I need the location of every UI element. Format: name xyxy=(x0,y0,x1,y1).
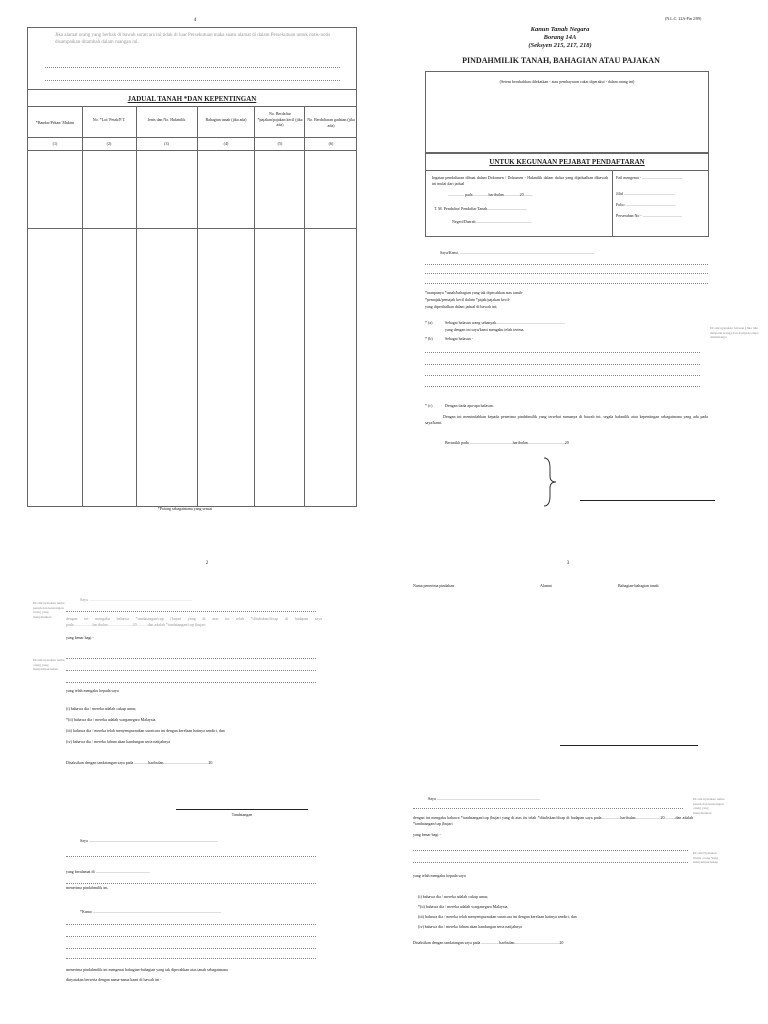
consideration-line[interactable] xyxy=(425,375,700,376)
witness-item-3: *(ii) bahawa dia / mereka adalah warganegara Malaysia, xyxy=(418,904,509,909)
header-divider xyxy=(27,137,357,138)
row-divider xyxy=(27,228,357,229)
office-jilid: Jilid ................................................... xyxy=(616,191,675,196)
option-a-label: * (a) xyxy=(425,320,433,325)
office-fail: Fail mengenai - ........................................ xyxy=(616,175,683,180)
column-line xyxy=(304,106,305,507)
executor-line-3[interactable] xyxy=(413,862,688,863)
option-b-text: Sebagai balasan - xyxy=(445,336,473,341)
witness-mengaku: yang telah mengaku kepada saya xyxy=(66,688,119,693)
transferee-line[interactable] xyxy=(66,856,316,857)
name-line[interactable] xyxy=(425,273,708,274)
witness-saya[interactable]: Saya ....................................................................................................... xyxy=(80,597,192,602)
col-number: (5) xyxy=(277,141,283,146)
side-note-witness: Di sini nyatakan nama penuh dan keterangan orang yang menyaksikan xyxy=(33,601,65,619)
col-header-hakmilik: Jenis dan No. Hakmilik xyxy=(147,117,186,122)
option-a-text2: yang dengan ini saya/kami mengaku telah terima. xyxy=(445,327,525,332)
executor-line-3[interactable] xyxy=(413,850,688,851)
col-number: (1) xyxy=(52,141,58,146)
office-negeri: Negeri/Daerah ....................................................... xyxy=(452,219,532,224)
stamp-note: (Setem berubahkan dilekatkan - atau pembayaran cukai diperakui - dalam ruang ini) xyxy=(499,79,635,84)
witness-item: *(ii) bahawa dia / mereka adalah warganegara Malaysia, xyxy=(66,717,157,722)
office-perserahan: Perserahan No - ....................................... xyxy=(616,213,682,218)
name-line[interactable] xyxy=(425,283,708,284)
page-number: 3 xyxy=(566,561,570,566)
witness-line-3[interactable] xyxy=(413,808,683,809)
column-line xyxy=(82,106,83,507)
dinyatakan-text: dinyatakan berserta dengan nama-nama kami di bawah ini - xyxy=(66,977,162,982)
witness-line[interactable] xyxy=(66,611,316,612)
executor-line[interactable] xyxy=(66,670,316,671)
office-pada: ................ pada ...............haribulan................20......... xyxy=(448,192,533,197)
witness-statement: dengan ini mengaku bahawa *tandatangan/cap (bujari yang di atas itu telah *dituliskan/dicap di hadapan saya pada...................haribulan.........................20...........dan adalah *tandatangan/cap (bujari xyxy=(66,616,322,627)
dated-line[interactable]: Bertarikh pada ...........................................haribulan.....................................20 xyxy=(445,440,569,445)
transferee-beralamat[interactable]: yang beralamat di ...................................................... xyxy=(66,869,150,874)
witness-item: (i) bahawa dia / mereka adalah cukup umur, xyxy=(66,706,137,711)
act-sections: (Seksyen 215, 217, 218) xyxy=(528,42,592,49)
office-text: Ingatan pendaftaran dibuat dalam Dokumen / Dokumen - Hakmilik dalam daftar yang dijadualkan dibawah ini mulai dari jadual xyxy=(432,175,608,186)
side-note-balasan: Di sini nyatakan balasan (Jika lain daripada wang) dan daripada siapa diterimanya xyxy=(710,326,759,339)
table-top xyxy=(27,106,357,107)
col-header-alamat: Alamat xyxy=(540,583,552,588)
transferee-address-line[interactable] xyxy=(66,883,316,884)
transfer-text: Dengan ini memindahkan kepada penerima pindahmilik yang tersebut namanya di bawah ini, segala hakmilik atau kepentingan sebagaimana yang ada pada saya/kami. xyxy=(425,414,708,425)
side-note-witness-3: Di sini nyatakan nama penuh dan keterangan orang yang menyaksikan xyxy=(693,797,725,815)
col-header-gadaian: No. Berdaftaran gadaian (jika ada) xyxy=(307,117,355,128)
witness-mengaku-3: yang telah mengaku kepada saya xyxy=(413,873,466,878)
witness-disaksikan[interactable]: Disaksikan dengan tandatangan saya pada ..............haribulan.............................................20 xyxy=(66,760,213,765)
witness-benar-3: yang benar bagi - xyxy=(413,832,441,837)
kamo-line[interactable] xyxy=(66,936,316,937)
col-number: (6) xyxy=(328,141,334,146)
col-header-bandar: *Bandar/Pekan/ Mukim xyxy=(35,120,75,125)
col-number: (3) xyxy=(164,141,169,146)
act-title: Kanun Tanah Negara xyxy=(530,26,590,33)
address-line[interactable] xyxy=(45,80,340,81)
executor-line[interactable] xyxy=(66,658,316,659)
schedule-title: JADUAL TANAH *DAN KEPENTINGAN xyxy=(127,95,257,103)
form-reference: (N.L.C. 22A-Pin 2/89) xyxy=(665,16,702,21)
option-a-text: Sebagai balasan wang sebanyak..................................................................... xyxy=(445,320,566,325)
form-title: PINDAHMILIK TANAH, BAHAGIAN ATAU PAJAKAN xyxy=(462,56,660,65)
menerima-bahagian: menerima pindahmilik ini mengenai bahagian-bahagian yang tak dipecahkan atas tanah sebagaimana xyxy=(66,967,228,972)
column-line xyxy=(136,106,137,507)
transferee-signature-line[interactable] xyxy=(560,745,698,746)
executor-line[interactable] xyxy=(66,682,316,683)
footnote: *Potong sebagaimana yang sesuai xyxy=(157,506,213,511)
col-number: (2) xyxy=(106,141,112,146)
office-divider xyxy=(425,170,709,171)
witness-item-3: (iii) bahawa dia / mereka telah menyempurnakan suratcara ini dengan kerelaan hatinya sendiri, dan xyxy=(418,914,577,919)
divider xyxy=(27,89,357,90)
diperihalkan-text: yang diperihalkan dalam jadual di bawah ini; xyxy=(425,304,498,309)
signature-line[interactable] xyxy=(580,500,715,501)
office-folio: Folio .................................................. xyxy=(616,202,676,207)
kamo-line[interactable] xyxy=(66,924,316,925)
page-number: 2 xyxy=(205,561,209,566)
consideration-line[interactable] xyxy=(425,364,700,365)
col-number: (4) xyxy=(223,141,229,146)
option-c-label: * (c) xyxy=(425,403,433,408)
tandatangan-label: Tandatangan xyxy=(231,812,253,817)
witness-saya-3[interactable]: Saya ....................................................................................................... xyxy=(428,796,540,801)
witness-disaksikan-3[interactable]: Disaksikan dengan tandatangan saya pada ..................haribulan.............................................20 xyxy=(413,940,564,945)
col-header-pajakan: No. Berdaftar *pajakan/pajakan kecil (jika ada) xyxy=(257,111,303,127)
witness-item-3: (iv) bahawa dia / mereka faham akan kandungan serta natijahnya xyxy=(418,924,523,929)
name-line[interactable] xyxy=(425,264,708,265)
witness-statement-3: dengan ini mengaku bahawa *tandatangan/cap (bujari yang di atas itu telah *dituliskan/dicap di hadapan saya pada...................haribulan.........................20...........dan adalah *tandatangan/cap (bujari xyxy=(413,815,693,826)
column-line xyxy=(197,106,198,507)
office-column-line xyxy=(612,170,613,237)
col-header-nama: Nama penerima pindahan xyxy=(413,583,455,588)
office-title: UNTUK KEGUNAAN PEJABAT PENDAFTARAN xyxy=(489,158,645,166)
consideration-line[interactable] xyxy=(425,352,700,353)
signature-brace xyxy=(540,456,560,508)
witness-item: (iii) bahawa dia / mereka telah menyempurnakan suratcara ini dengan kerelaan hatinya sendiri, dan xyxy=(66,728,225,733)
option-b-label: * (b) xyxy=(425,336,433,341)
col-header-bahagian: Bahagian tanah (jika ada) xyxy=(205,117,247,122)
side-note-executor-3: Di sini Nyatakan Nama orang Yang menyempurnakan xyxy=(693,851,719,864)
form-number: Borang 14A xyxy=(543,34,577,41)
page-number: 4 xyxy=(193,18,197,23)
transferee-saya[interactable]: Saya ................................................................................................................................. xyxy=(80,838,218,843)
address-line[interactable] xyxy=(45,67,340,68)
witness-benar: yang benar bagi - xyxy=(66,635,94,640)
kamo-line[interactable] xyxy=(66,958,316,959)
numbers-divider xyxy=(27,150,357,151)
side-note-executor: Di sini nyatakan nama orang yang menyempurnakan xyxy=(33,658,65,671)
witness-item: (iv) bahawa dia / mereka faham akan kandungan serta natijahnya xyxy=(66,739,171,744)
col-header-bahagian-tanah: Bahagian-bahagian tanah xyxy=(618,583,659,588)
notice-address-text: Jika alamat orang yang berhak di bawah suratcara ini tidak di luar Persekutuan maka suatu alamat di dalam Persekutuan untuk notis-notis disampaikan ditambah dalam ruangan ini. xyxy=(55,33,331,45)
witness-signature-line[interactable] xyxy=(176,809,308,810)
saya-kami-line[interactable]: Saya/Kami, ...................................................................................................................................... xyxy=(440,250,594,255)
witness-item-3: (i) bahawa dia / mereka adalah cukup umur, xyxy=(418,894,489,899)
office-tm: T. M. Pendaftar/ Pendaftar Tanah........................................ xyxy=(434,206,528,211)
col-header-lot: No. *Lot/ Petak/P.T. xyxy=(92,117,126,122)
pemajak-text: *pemajak/pemajak kecil dalam *pajak/pajakan kecil- xyxy=(425,297,511,302)
consideration-line[interactable] xyxy=(425,386,700,387)
kamo-line[interactable]: *Kamo ................................................................................................................................ xyxy=(80,909,221,914)
kamo-line[interactable] xyxy=(66,948,316,949)
tuanpunya-text: *tuanpunya *tanah/bahagian yang tak dipecahkan atas tanah- xyxy=(425,290,523,295)
option-c-text: Dengan tiada apa-apa balasan. xyxy=(445,403,494,408)
column-line xyxy=(254,106,255,507)
transferee-menerima: menerima pindahmilik ini. xyxy=(66,885,109,890)
